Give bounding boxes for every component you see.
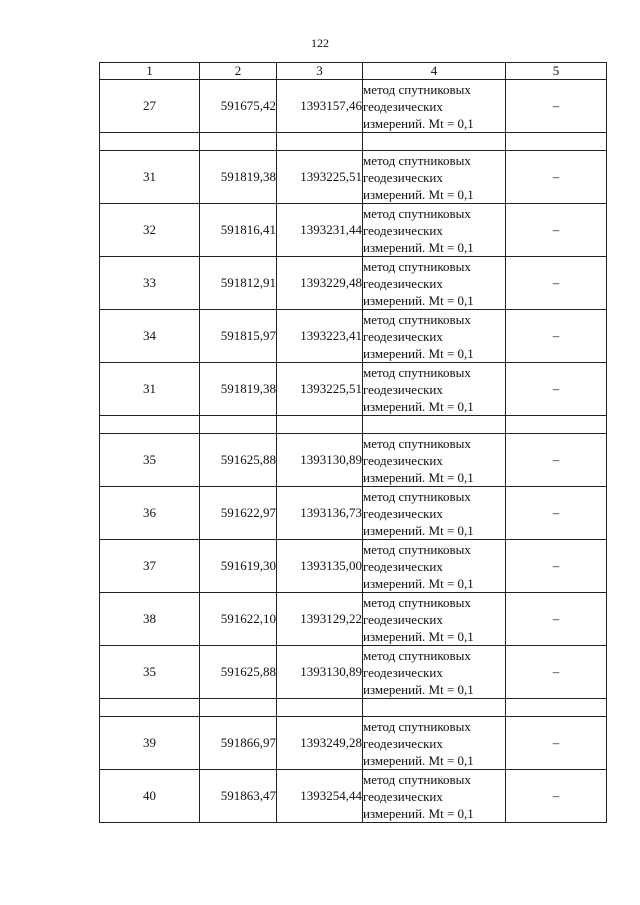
method-description [363, 80, 506, 133]
method-description [363, 717, 506, 770]
coordinate-y: 1393157,46 [277, 80, 363, 133]
method-line: геодезических [363, 505, 443, 521]
method-line: метод спутниковых [363, 258, 471, 274]
coordinate-y: 1393229,48 [277, 257, 363, 310]
coordinate-x: 591863,47 [200, 770, 277, 823]
table-row [100, 310, 607, 363]
method-line: метод спутниковых [363, 718, 471, 734]
note-cell: – [506, 487, 607, 540]
point-number: 37 [100, 540, 200, 593]
note-cell: – [506, 646, 607, 699]
table-row [100, 540, 607, 593]
method-description [363, 540, 506, 593]
point-number: 33 [100, 257, 200, 310]
note-cell: – [506, 257, 607, 310]
empty-cell [200, 133, 277, 151]
method-line: измерений. Mt = 0,1 [363, 398, 474, 414]
method-line: геодезических [363, 98, 443, 114]
method-description [363, 593, 506, 646]
coordinate-y: 1393129,22 [277, 593, 363, 646]
method-line: измерений. Mt = 0,1 [363, 292, 474, 308]
point-number: 39 [100, 717, 200, 770]
table-body [100, 80, 607, 823]
table-row [100, 434, 607, 487]
empty-cell [277, 416, 363, 434]
empty-cell [363, 416, 506, 434]
method-line: метод спутниковых [363, 771, 471, 787]
point-number: 38 [100, 593, 200, 646]
method-description [363, 204, 506, 257]
coordinate-x: 591812,91 [200, 257, 277, 310]
note-cell: – [506, 363, 607, 416]
note-cell: – [506, 770, 607, 823]
method-line: измерений. Mt = 0,1 [363, 628, 474, 644]
method-line: метод спутниковых [363, 81, 471, 97]
separator-row [100, 416, 607, 434]
empty-cell [363, 699, 506, 717]
method-line: геодезических [363, 452, 443, 468]
method-line: измерений. Mt = 0,1 [363, 575, 474, 591]
column-header-3: 3 [277, 63, 363, 80]
method-line: метод спутниковых [363, 488, 471, 504]
method-line: геодезических [363, 664, 443, 680]
table-row [100, 204, 607, 257]
method-line: геодезических [363, 169, 443, 185]
method-description [363, 434, 506, 487]
coordinate-x: 591815,97 [200, 310, 277, 363]
method-line: измерений. Mt = 0,1 [363, 469, 474, 485]
table-row [100, 363, 607, 416]
empty-cell [200, 416, 277, 434]
method-line: измерений. Mt = 0,1 [363, 345, 474, 361]
method-description [363, 487, 506, 540]
method-line: геодезических [363, 381, 443, 397]
point-number: 27 [100, 80, 200, 133]
coordinate-x: 591619,30 [200, 540, 277, 593]
empty-cell [100, 133, 200, 151]
coordinate-x: 591819,38 [200, 363, 277, 416]
method-line: метод спутниковых [363, 311, 471, 327]
method-line: геодезических [363, 611, 443, 627]
method-line: метод спутниковых [363, 647, 471, 663]
table-row [100, 770, 607, 823]
coordinate-x: 591622,97 [200, 487, 277, 540]
table-row [100, 646, 607, 699]
point-number: 34 [100, 310, 200, 363]
note-cell: – [506, 434, 607, 487]
coordinate-y: 1393130,89 [277, 434, 363, 487]
note-cell: – [506, 151, 607, 204]
method-line: метод спутниковых [363, 541, 471, 557]
empty-cell [506, 699, 607, 717]
method-line: метод спутниковых [363, 364, 471, 380]
coordinate-y: 1393254,44 [277, 770, 363, 823]
empty-cell [100, 699, 200, 717]
note-cell: – [506, 80, 607, 133]
separator-row [100, 699, 607, 717]
point-number: 36 [100, 487, 200, 540]
coordinate-y: 1393225,51 [277, 151, 363, 204]
coordinate-y: 1393135,00 [277, 540, 363, 593]
method-description [363, 770, 506, 823]
column-header-4: 4 [363, 63, 506, 80]
method-line: геодезических [363, 222, 443, 238]
coordinates-table [99, 62, 607, 823]
empty-cell [277, 133, 363, 151]
coordinate-x: 591625,88 [200, 646, 277, 699]
column-header-1: 1 [100, 63, 200, 80]
column-header-5: 5 [506, 63, 607, 80]
separator-row [100, 133, 607, 151]
empty-cell [506, 416, 607, 434]
method-line: измерений. Mt = 0,1 [363, 522, 474, 538]
method-line: метод спутниковых [363, 152, 471, 168]
table-row [100, 487, 607, 540]
method-line: измерений. Mt = 0,1 [363, 752, 474, 768]
note-cell: – [506, 717, 607, 770]
table-row [100, 80, 607, 133]
table-row [100, 151, 607, 204]
table-row [100, 593, 607, 646]
point-number: 40 [100, 770, 200, 823]
method-line: геодезических [363, 735, 443, 751]
empty-cell [100, 416, 200, 434]
coordinate-y: 1393231,44 [277, 204, 363, 257]
method-line: измерений. Mt = 0,1 [363, 115, 474, 131]
method-line: измерений. Mt = 0,1 [363, 805, 474, 821]
coordinate-x: 591819,38 [200, 151, 277, 204]
method-line: метод спутниковых [363, 205, 471, 221]
coordinate-y: 1393225,51 [277, 363, 363, 416]
method-line: метод спутниковых [363, 594, 471, 610]
empty-cell [506, 133, 607, 151]
page-number: 122 [311, 36, 329, 50]
table-row [100, 717, 607, 770]
column-header-2: 2 [200, 63, 277, 80]
method-line: измерений. Mt = 0,1 [363, 186, 474, 202]
point-number: 31 [100, 151, 200, 204]
coordinate-y: 1393249,28 [277, 717, 363, 770]
note-cell: – [506, 540, 607, 593]
coordinate-y: 1393136,73 [277, 487, 363, 540]
method-description [363, 646, 506, 699]
point-number: 35 [100, 646, 200, 699]
method-description [363, 257, 506, 310]
coordinate-x: 591625,88 [200, 434, 277, 487]
method-line: метод спутниковых [363, 435, 471, 451]
method-line: геодезических [363, 328, 443, 344]
empty-cell [363, 133, 506, 151]
point-number: 32 [100, 204, 200, 257]
method-line: геодезических [363, 788, 443, 804]
empty-cell [200, 699, 277, 717]
point-number: 31 [100, 363, 200, 416]
method-line: измерений. Mt = 0,1 [363, 681, 474, 697]
table-row [100, 257, 607, 310]
empty-cell [277, 699, 363, 717]
header-row [100, 63, 607, 80]
point-number: 35 [100, 434, 200, 487]
note-cell: – [506, 593, 607, 646]
method-description [363, 151, 506, 204]
coordinate-x: 591675,42 [200, 80, 277, 133]
coordinate-y: 1393130,89 [277, 646, 363, 699]
method-line: измерений. Mt = 0,1 [363, 239, 474, 255]
note-cell: – [506, 310, 607, 363]
method-line: геодезических [363, 275, 443, 291]
note-cell: – [506, 204, 607, 257]
coordinate-x: 591816,41 [200, 204, 277, 257]
coordinate-x: 591622,10 [200, 593, 277, 646]
coordinate-x: 591866,97 [200, 717, 277, 770]
method-line: геодезических [363, 558, 443, 574]
method-description [363, 363, 506, 416]
method-description [363, 310, 506, 363]
coordinate-y: 1393223,41 [277, 310, 363, 363]
